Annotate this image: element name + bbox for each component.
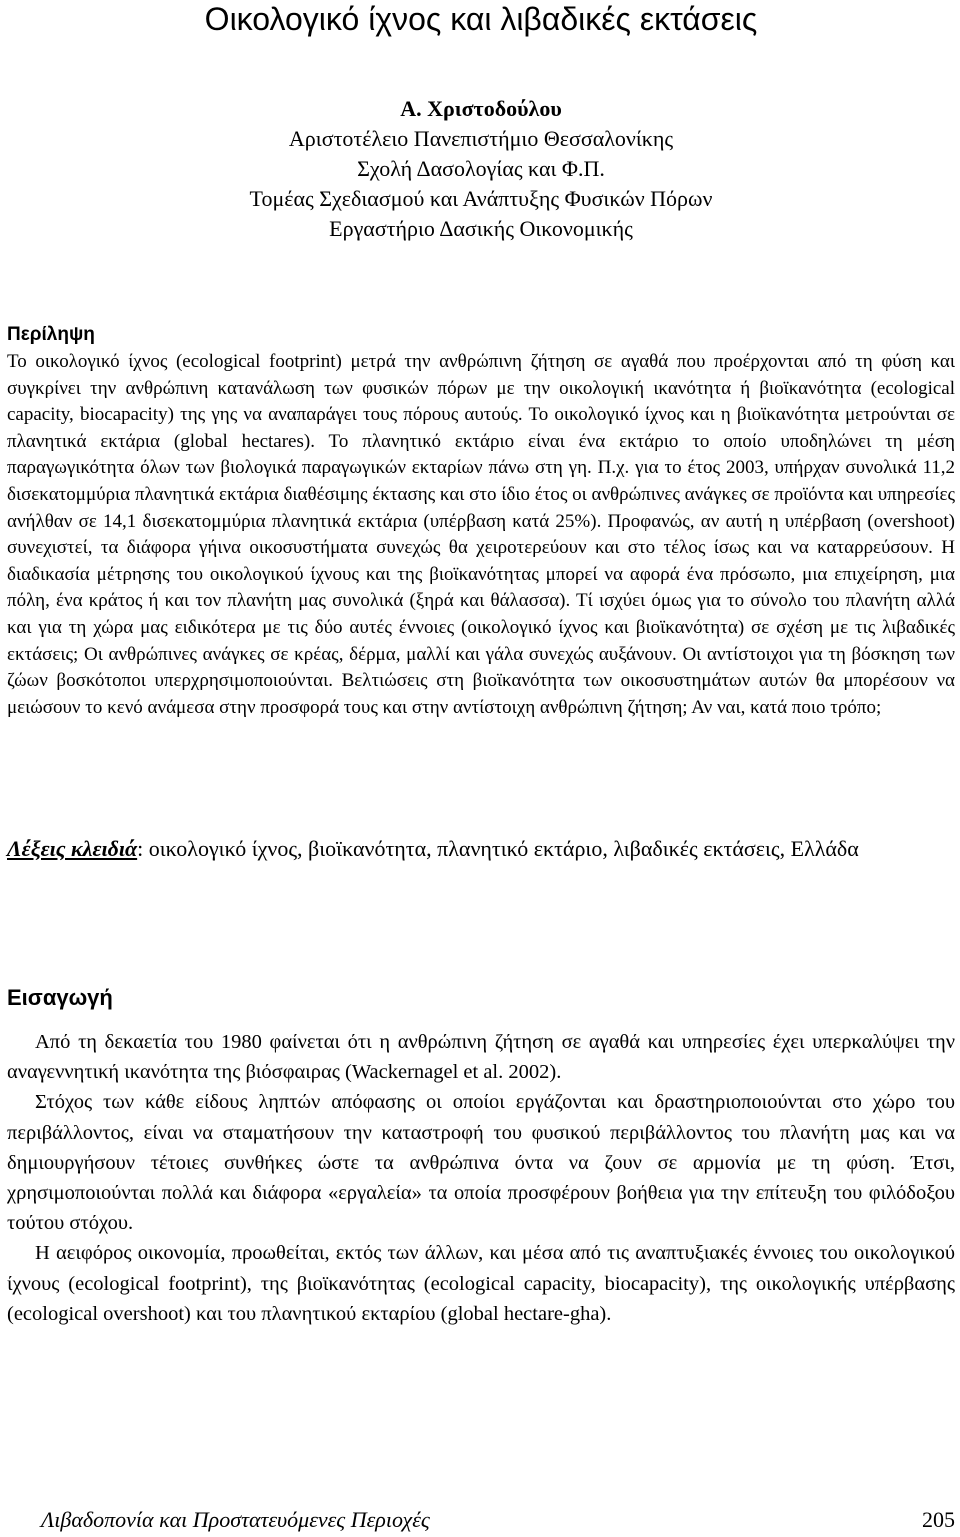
department-name: Τομέας Σχεδιασμού και Ανάπτυξης Φυσικών Πόρων	[249, 186, 713, 211]
keywords-text: οικολογικό ίχνος, βιοϊκανότητα, πλανητικό εκτάριο, λιβαδικές εκτάσεις, Ελλάδα	[143, 836, 859, 861]
keywords-separator: :	[137, 836, 144, 861]
author-affiliation	[7, 94, 955, 244]
journal-name: Λιβαδοπονία και Προστατευόμενες Περιοχές	[41, 1507, 430, 1532]
introduction-paragraph: Από τη δεκαετία του 1980 φαίνεται ότι η ανθρώπινη ζήτηση σε αγαθά και υπηρεσίες έχει υπερκαλύψει την αναγεννητική ικανότητα της βιόσφαιρας (Wackernagel et al. 2002).	[7, 1031, 955, 1084]
page-number: 205	[922, 1507, 955, 1532]
laboratory-name: Εργαστήριο Δασικής Οικονομικής	[329, 216, 633, 241]
keywords	[7, 833, 955, 864]
university-name: Αριστοτέλειο Πανεπιστήμιο Θεσσαλονίκης	[288, 126, 674, 151]
school-name: Σχολή Δασολογίας και Φ.Π.	[357, 156, 605, 181]
abstract-heading: Περίληψη	[7, 324, 95, 345]
introduction-body	[7, 1027, 955, 1329]
author-name: Α. Χριστοδούλου	[400, 96, 562, 121]
abstract-text: Το οικολογικό ίχνος (ecological footprint) μετρά την ανθρώπινη ζήτηση σε αγαθά που προέρχονται από τη φύση και συγκρίνει την ανθρώπινη κατανάλωση των φυσικών πόρων με την οικολογική ικανότητα ή βιοϊκανότητα (ecological capacity, biocapacity) της γης να αναπαράγει τους πόρους αυτούς. Το οικολογικό ίχνος και η βιοϊκανότητα μετρούνται σε πλανητικά εκτάρια (global hectares). Το πλανητικό εκτάριο είναι ένα εκτάριο το οποίο υποδηλώνει τη μέση παραγωγικότητα όλων των βιολογικά παραγωγικών εκταρίων πάνω στη γη. Π.χ. για το έτος 2003, υπήρχαν συνολικά 11,2 δισεκατομμύρια πλανητικά εκτάρια διαθέσιμης έκτασης και στο ίδιο έτος οι ανθρώπινες ανάγκες σε προϊόντα και υπηρεσίες ανήλθαν σε 14,1 δισεκατομμύρια πλανητικά εκτάρια (υπέρβαση κατά 25%). Προφανώς, αν αυτή η υπέρβαση (overshoot) συνεχιστεί, τα διάφορα γήινα οικοσυστήματα συνεχώς θα χειροτερεύουν και στο τέλος ίσως και να καταρρεύσουν. Η διαδικασία μέτρησης του οικολογικού ίχνους και της βιοϊκανότητας μπορεί να αφορά ένα πρόσωπο, μια επιχείρηση, μια πόλη, ένα κράτος ή και τον πλανήτη μας συνολικά (ξηρά και θάλασσα). Τί ισχύει όμως για το σύνολο του πλανήτη αλλά και για τη χώρα μας ειδικότερα με τις δύο αυτές έννοιες (οικολογικό ίχνος και βιοϊκανότητα) σε σχέση με τις λιβαδικές εκτάσεις; Οι ανθρώπινες ανάγκες σε κρέας, δέρμα, μαλλί και γάλα συνεχώς αυξάνουν. Οι αντίστοιχοι για τη βόσκηση των ζώων βοσκότοποι υπερχρησιμοποιούνται. Βελτιώσεις στη βιοϊκανότητα των οικοσυστημάτων αυτών θα μπορέσουν να μειώσουν το κενό ανάμεσα στην προσφορά τους και στην αντίστοιχη ανθρώπινη ζήτηση; Αν ναι, κατά ποιο τρόπο;	[7, 351, 955, 718]
keywords-label: Λέξεις κλειδιά	[7, 836, 138, 861]
introduction-paragraph: Η αειφόρος οικονομία, προωθείται, εκτός των άλλων, και μέσα από τις αναπτυξιακές έννοιες του οικολογικού ίχνους (ecological footprint), της βιοϊκανότητας (ecological capacity, biocapacity), της οικολογικής υπέρβασης (ecological overshoot) και του πλανητικού εκταρίου (global hectare-gha).	[7, 1242, 955, 1325]
paper-page	[7, 0, 955, 1537]
introduction-paragraph: Στόχος των κάθε είδους ληπτών απόφασης οι οποίοι εργάζονται και δραστηριοποιούνται στο χώρο του περιβάλλοντος, είναι να σταματήσουν την καταστροφή του φυσικού περιβάλλοντος του πλανήτη μας και να δημιουργήσουν τέτοιες συνθήκες ώστε τα ανθρώπινα όντα να ζουν σε αρμονία με τη φύση. Έτσι, χρησιμοποιούνται πολλά και διάφορα «εργαλεία» τα οποία προσφέρουν βοήθεια για την επίτευξη του φιλόδοξου τούτου στόχου.	[7, 1091, 955, 1235]
introduction-heading: Εισαγωγή	[7, 985, 113, 1010]
paper-title: Οικολογικό ίχνος και λιβαδικές εκτάσεις	[204, 1, 758, 37]
